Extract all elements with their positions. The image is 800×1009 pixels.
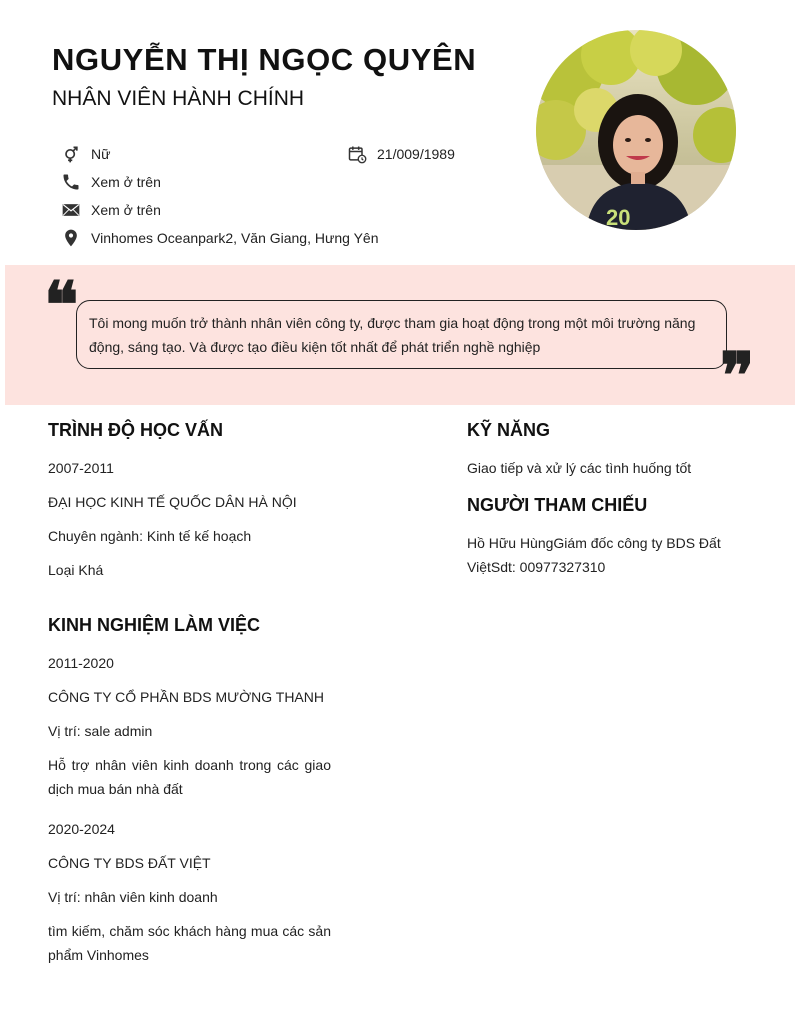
skills-text: Giao tiếp và xử lý các tình huống tốt	[467, 460, 692, 476]
phone-row	[60, 171, 161, 193]
open-quote-icon: ❝	[44, 268, 79, 343]
job-position: Vị trí: nhân viên kinh doanh	[48, 889, 218, 905]
references-heading: NGƯỜI THAM CHIẾU	[467, 495, 648, 515]
experience-heading: KINH NGHIỆM LÀM VIỆC	[48, 615, 261, 635]
dob-row	[346, 143, 455, 165]
job-period: 2011-2020	[48, 655, 114, 671]
email-value[interactable]: Xem ở trên	[91, 202, 161, 218]
svg-text:20: 20	[606, 205, 631, 230]
job-description: tìm kiếm, chăm sóc khách hàng mua các sản phẩm Vinhomes	[48, 923, 331, 963]
education-grade: Loại Khá	[48, 562, 104, 578]
references-text: Hồ Hữu HùngGiám đốc công ty BDS Đất ViệtSdt: 00977327310	[467, 535, 721, 575]
skills-heading: KỸ NĂNG	[467, 420, 551, 440]
education-heading: TRÌNH ĐỘ HỌC VẤN	[48, 420, 223, 440]
address-row	[60, 227, 378, 249]
job-company: CÔNG TY CỔ PHẦN BDS MƯỜNG THANH	[48, 689, 324, 705]
phone-icon	[60, 171, 82, 193]
phone-value[interactable]: Xem ở trên	[91, 174, 161, 190]
calendar-icon	[346, 143, 368, 165]
job-title: NHÂN VIÊN HÀNH CHÍNH	[52, 87, 305, 110]
career-objective: Tôi mong muốn trở thành nhân viên công ty, được tham gia hoạt động trong một môi trường năng động, sáng tạo. Và được tạo điều kiện tốt nhất để phát triển nghề nghiệp	[76, 300, 727, 369]
profile-photo	[536, 30, 736, 230]
gender-value: Nữ	[91, 146, 111, 162]
close-quote-icon: ❞	[720, 339, 755, 414]
education-major: Chuyên ngành: Kinh tế kế hoạch	[48, 528, 252, 544]
gender-row	[60, 143, 110, 165]
education-school: ĐẠI HỌC KINH TẾ QUỐC DÂN HÀ NỘI	[48, 494, 297, 510]
job-description: Hỗ trợ nhân viên kinh doanh trong các giao dịch mua bán nhà đất	[48, 757, 331, 797]
gender-icon	[60, 143, 82, 165]
dob-value: 21/009/1989	[377, 146, 455, 162]
candidate-name: NGUYỄN THỊ NGỌC QUYÊN	[52, 42, 477, 77]
address-value: Vinhomes Oceanpark2, Văn Giang, Hưng Yên	[91, 230, 379, 246]
job-period: 2020-2024	[48, 821, 115, 837]
email-row	[60, 199, 161, 221]
job-position: Vị trí: sale admin	[48, 723, 153, 739]
education-period: 2007-2011	[48, 460, 114, 476]
job-company: CÔNG TY BDS ĐẤT VIỆT	[48, 855, 211, 871]
email-icon	[60, 199, 82, 221]
location-icon	[60, 227, 82, 249]
